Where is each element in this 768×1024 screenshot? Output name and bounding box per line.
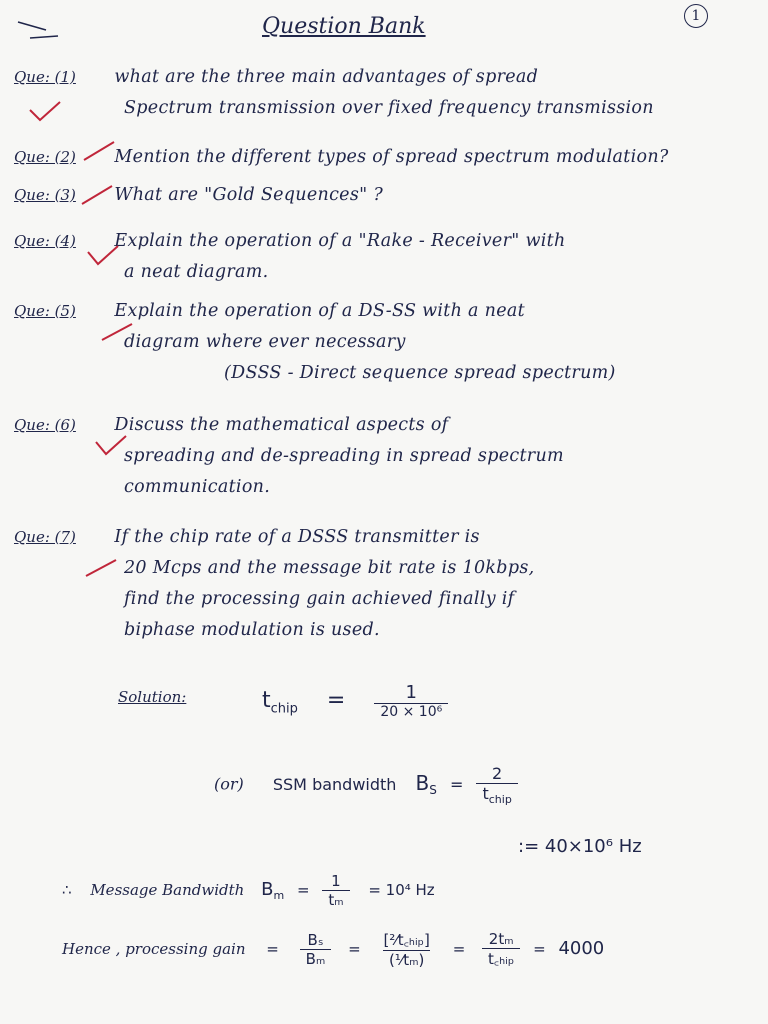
- question-text-line: (DSSS - Direct sequence spread spectrum): [224, 363, 616, 383]
- question-text-line: Discuss the mathematical aspects of: [114, 415, 449, 435]
- fraction-numerator: 1: [331, 872, 341, 890]
- question-6: [14, 410, 564, 503]
- fraction-denominator: [476, 783, 517, 806]
- bs-symbol: B: [415, 770, 430, 795]
- question-text-line: spreading and de-spreading in spread spectrum: [124, 446, 564, 466]
- fraction-denominator: 20 × 10⁶: [374, 703, 448, 720]
- tchip-symbol: t: [262, 688, 271, 713]
- equals-sign: =: [326, 688, 346, 713]
- bm-subscript: m: [273, 889, 285, 902]
- message-bandwidth-text: Message Bandwidth: [90, 881, 245, 899]
- question-text-line: If the chip rate of a DSSS transmitter is: [114, 527, 480, 547]
- tchip-subscript: chip: [270, 701, 298, 717]
- bs-fraction: [476, 764, 517, 806]
- check-mark-icon: [84, 558, 118, 580]
- check-mark-icon: [80, 184, 114, 206]
- fraction-numerator: 2: [492, 764, 503, 783]
- bm-result: = 10⁴ Hz: [368, 881, 435, 899]
- bm-symbol: B: [261, 879, 274, 900]
- question-1: [14, 62, 654, 124]
- fraction-numerator: Bₛ: [307, 931, 324, 949]
- equals-sign: =: [266, 940, 279, 958]
- hence-text: Hence , processing gain: [62, 940, 246, 958]
- question-text-line: find the processing gain achieved finally if: [124, 589, 515, 609]
- equals-sign: =: [452, 940, 466, 958]
- processing-gain-equation: [62, 930, 604, 969]
- question-text-line: What are "Gold Sequences" ?: [114, 185, 384, 205]
- therefore-symbol: ∴: [62, 881, 72, 899]
- fraction-numerator: 2tₘ: [488, 930, 514, 948]
- pg-fraction-3: [482, 930, 520, 969]
- fraction-numerator: [²⁄t꜀ₕᵢₚ]: [383, 931, 430, 949]
- question-text-line: communication.: [124, 477, 271, 497]
- fraction-denominator: tₘ: [322, 890, 349, 909]
- question-label: Que: (6): [14, 416, 76, 434]
- question-text-line: what are the three main advantages of spread: [114, 67, 539, 87]
- fraction-denominator: Bₘ: [300, 949, 332, 968]
- fraction-denominator: t꜀ₕᵢₚ: [482, 948, 520, 969]
- chip-subscript: chip: [488, 793, 512, 807]
- question-label: Que: (3): [14, 186, 76, 204]
- question-label: Que: (4): [14, 232, 76, 250]
- question-text-line: biphase modulation is used.: [124, 620, 380, 640]
- question-label: Que: (5): [14, 302, 76, 320]
- tchip-equation: [262, 682, 448, 720]
- fraction-numerator: 1: [405, 682, 417, 703]
- fraction-denominator: (¹⁄tₘ): [383, 950, 430, 969]
- check-mark-icon: [82, 140, 116, 162]
- ssm-bandwidth-equation: [214, 764, 518, 806]
- question-text-line: Explain the operation of a DS-SS with a neat: [114, 301, 525, 321]
- check-mark-icon: [86, 244, 120, 266]
- equals-sign: =: [449, 774, 464, 794]
- check-mark-icon: [100, 322, 134, 344]
- page-title: Question Bank: [262, 14, 426, 39]
- bm-fraction: [322, 872, 349, 909]
- corner-dash-mark: [16, 16, 60, 42]
- equals-sign: =: [533, 940, 546, 958]
- bs-result: := 40×10⁶ Hz: [518, 836, 642, 857]
- question-text-line: Spectrum transmission over fixed frequency transmission: [124, 98, 654, 118]
- question-text-line: diagram where ever necessary: [124, 332, 406, 352]
- equals-sign: =: [296, 881, 310, 899]
- processing-gain-result: 4000: [558, 938, 605, 959]
- question-label: Que: (2): [14, 148, 76, 166]
- question-label: Que: (7): [14, 528, 76, 546]
- check-mark-icon: [28, 100, 62, 122]
- message-bandwidth-equation: [62, 872, 435, 909]
- question-3: [14, 180, 383, 211]
- check-mark-icon: [94, 434, 128, 456]
- question-text-line: 20 Mcps and the message bit rate is 10kbps,: [124, 558, 535, 578]
- or-text: (or): [214, 774, 244, 794]
- question-7: [14, 522, 534, 646]
- pg-fraction-2: [377, 930, 435, 969]
- bs-subscript: S: [429, 782, 437, 797]
- question-text-line: Mention the different types of spread spectrum modulation?: [114, 147, 669, 167]
- ssm-text: SSM bandwidth: [272, 774, 397, 794]
- page-number: 1: [684, 4, 708, 28]
- t-symbol: t: [482, 784, 489, 803]
- question-text-line: Explain the operation of a "Rake - Receiver" with: [114, 231, 566, 251]
- tchip-fraction: [374, 682, 448, 720]
- question-text-line: a neat diagram.: [124, 262, 269, 282]
- equals-sign: =: [348, 940, 361, 958]
- pg-fraction-1: [300, 931, 332, 968]
- question-label: Que: (1): [14, 68, 76, 86]
- solution-label: Solution:: [118, 688, 187, 706]
